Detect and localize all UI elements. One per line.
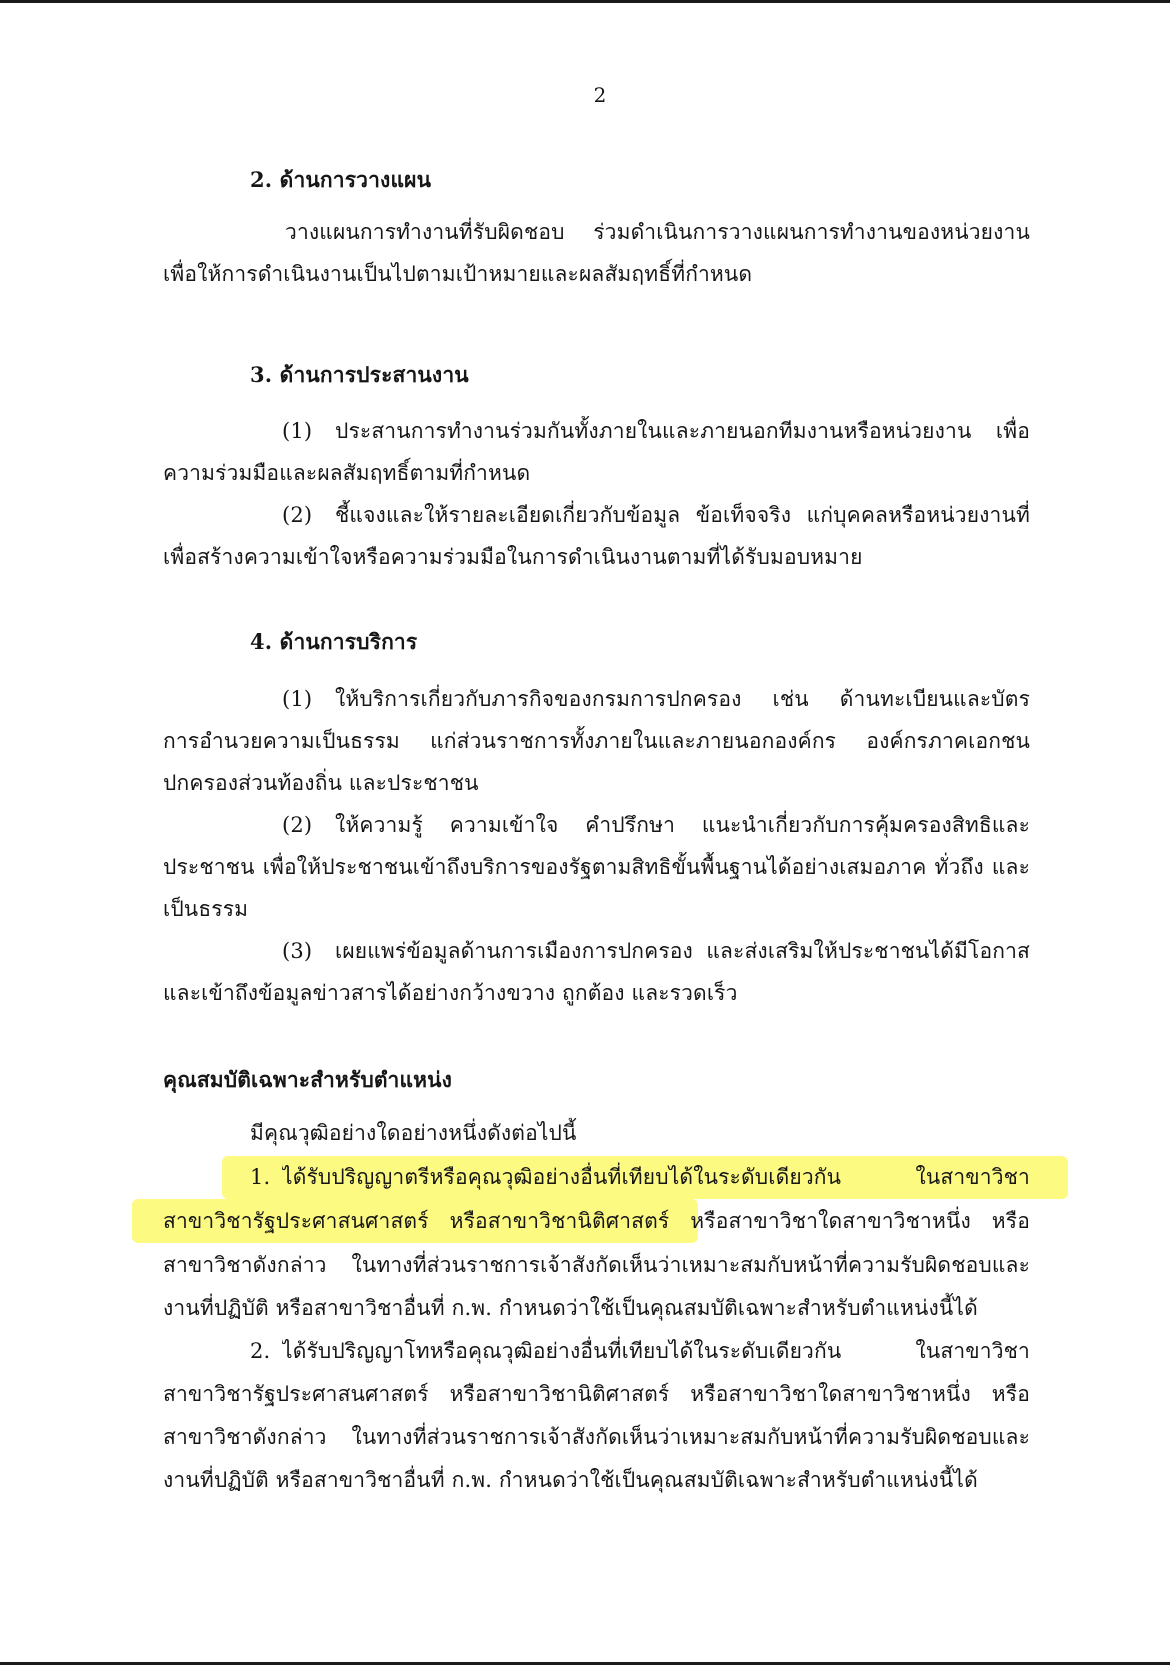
paragraph-line: การอำนวยความเป็นธรรม แก่ส่วนราชการทั้งภายในและภายนอกองค์กร องค์กรภาคเอกชน <box>163 729 1030 753</box>
paragraph-line: เพื่อให้การดำเนินงานเป็นไปตามเป้าหมายและผลสัมฤทธิ์ที่กำหนด <box>163 262 753 286</box>
paragraph-line: สาขาวิชารัฐประศาสนศาสตร์ หรือสาขาวิชานิติศาสตร์ หรือสาขาวิชาใดสาขาวิชาหนึ่ง หรือ <box>163 1382 1030 1406</box>
paragraph-line: และเข้าถึงข้อมูลข่าวสารได้อย่างกว้างขวาง ถูกต้อง และรวดเร็ว <box>163 981 738 1005</box>
qualifications-intro: มีคุณวุฒิอย่างใดอย่างหนึ่งดังต่อไปนี้ <box>250 1121 577 1145</box>
paragraph-line: เป็นธรรม <box>163 897 249 921</box>
paragraph-line: งานที่ปฏิบัติ หรือสาขาวิชาอื่นที่ ก.พ. กำหนดว่าใช้เป็นคุณสมบัติเฉพาะสำหรับตำแหน่งนี้ได้ <box>163 1296 978 1320</box>
paragraph-line: สาขาวิชารัฐประศาสนศาสตร์ หรือสาขาวิชานิติศาสตร์ หรือสาขาวิชาใดสาขาวิชาหนึ่ง หรือ <box>163 1209 1030 1233</box>
section-heading-coordination: 3. ด้านการประสานงาน <box>250 362 469 387</box>
paragraph-line: ความร่วมมือและผลสัมฤทธิ์ตามที่กำหนด <box>163 461 531 485</box>
paragraph-line: ให้บริการเกี่ยวกับภารกิจของกรมการปกครอง เช่น ด้านทะเบียนและบัตร <box>335 687 1030 711</box>
section-heading-qualifications: คุณสมบัติเฉพาะสำหรับตำแหน่ง <box>163 1067 453 1092</box>
item-number: (1) <box>282 687 313 711</box>
page-number: 2 <box>593 83 607 107</box>
paragraph-line: เพื่อสร้างความเข้าใจหรือความร่วมมือในการดำเนินงานตามที่ได้รับมอบหมาย <box>163 545 863 569</box>
paragraph-line: ให้ความรู้ ความเข้าใจ คำปรึกษา แนะนำเกี่ยวกับการคุ้มครองสิทธิและ <box>335 813 1030 837</box>
paragraph-line: สาขาวิชาดังกล่าว ในทางที่ส่วนราชการเจ้าสังกัดเห็นว่าเหมาะสมกับหน้าที่ความรับผิดชอบและ <box>163 1253 1030 1277</box>
item-number: 1. <box>250 1165 271 1189</box>
paragraph-line: วางแผนการทำงานที่รับผิดชอบ ร่วมดำเนินการวางแผนการทำงานของหน่วยงาน <box>285 220 1030 244</box>
paragraph-line: ได้รับปริญญาโทหรือคุณวุฒิอย่างอื่นที่เทียบได้ในระดับเดียวกัน ในสาขาวิชา <box>282 1339 1030 1363</box>
paragraph-line: สาขาวิชาดังกล่าว ในทางที่ส่วนราชการเจ้าสังกัดเห็นว่าเหมาะสมกับหน้าที่ความรับผิดชอบและ <box>163 1425 1030 1449</box>
item-number: (1) <box>282 419 313 443</box>
item-number: (2) <box>282 503 313 527</box>
section-heading-planning: 2. ด้านการวางแผน <box>250 167 432 192</box>
item-number: 2. <box>250 1339 271 1363</box>
paragraph-line: ประสานการทำงานร่วมกันทั้งภายในและภายนอกทีมงานหรือหน่วยงาน เพื่อ <box>335 419 1030 443</box>
paragraph-line: ชี้แจงและให้รายละเอียดเกี่ยวกับข้อมูล ข้อเท็จจริง แก่บุคคลหรือหน่วยงานที่ <box>335 503 1030 527</box>
paragraph-line: ได้รับปริญญาตรีหรือคุณวุฒิอย่างอื่นที่เทียบได้ในระดับเดียวกัน ในสาขาวิชา <box>282 1165 1030 1189</box>
paragraph-line: เผยแพร่ข้อมูลด้านการเมืองการปกครอง และส่งเสริมให้ประชาชนได้มีโอกาส <box>335 939 1030 963</box>
item-number: (3) <box>282 939 313 963</box>
paragraph-line: ปกครองส่วนท้องถิ่น และประชาชน <box>163 771 479 795</box>
section-heading-service: 4. ด้านการบริการ <box>250 629 418 654</box>
paragraph-line: ประชาชน เพื่อให้ประชาชนเข้าถึงบริการของรัฐตามสิทธิขั้นพื้นฐานได้อย่างเสมอภาค ทั่วถึง และ <box>163 855 1030 879</box>
paragraph-line: งานที่ปฏิบัติ หรือสาขาวิชาอื่นที่ ก.พ. กำหนดว่าใช้เป็นคุณสมบัติเฉพาะสำหรับตำแหน่งนี้ได้ <box>163 1468 978 1492</box>
item-number: (2) <box>282 813 313 837</box>
